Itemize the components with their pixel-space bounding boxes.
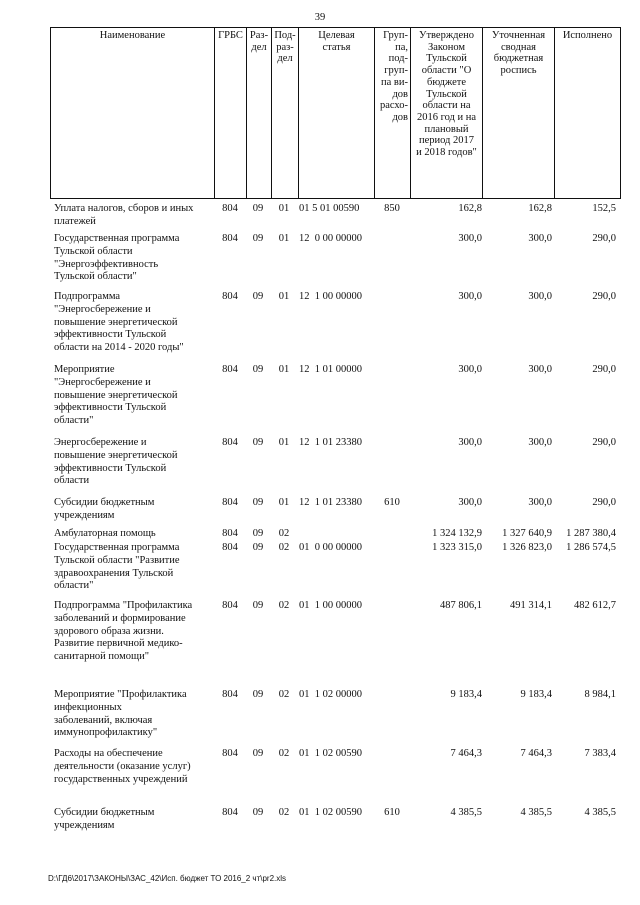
row-utochnennaya: 491 314,1	[510, 600, 552, 611]
row-utverzhdeno: 300,0	[458, 497, 482, 508]
row-utverzhdeno: 300,0	[458, 364, 482, 375]
row-utochnennaya: 4 385,5	[520, 807, 552, 818]
row-ispolneno: 290,0	[592, 291, 616, 302]
row-razdel: 09	[252, 542, 264, 553]
row-grbs: 804	[222, 542, 238, 553]
row-name: Субсидии бюджетным учреждениям	[54, 497, 155, 521]
row-podrazdel: 01	[278, 291, 290, 302]
row-celevaya: 12 1 01 23380	[299, 437, 362, 448]
row-ispolneno: 290,0	[592, 437, 616, 448]
row-razdel: 09	[252, 497, 264, 508]
row-name: Подпрограмма "Профилактика заболеваний и формирование здорового образа жизни. Развитие первичной медико- санитарной помощи"	[54, 600, 193, 663]
header-name: Наименование	[50, 27, 214, 199]
header-gruppa: Груп- па, под- груп- па ви- дов расхо- дов	[374, 27, 410, 199]
header-razdel: Раз- дел	[246, 27, 271, 199]
row-utverzhdeno: 1 324 132,9	[432, 528, 482, 539]
row-celevaya: 01 1 02 00590	[299, 748, 362, 759]
row-podrazdel: 01	[278, 364, 290, 375]
row-podrazdel: 02	[278, 807, 290, 818]
row-utverzhdeno: 9 183,4	[450, 689, 482, 700]
row-name: Подпрограмма "Энергосбережение и повышение энергетической эффективности Тульской области на 2014 - 2020 годы"	[54, 291, 184, 354]
row-celevaya: 01 1 02 00590	[299, 807, 362, 818]
row-utochnennaya: 300,0	[528, 497, 552, 508]
row-podrazdel: 01	[278, 233, 290, 244]
row-utochnennaya: 300,0	[528, 437, 552, 448]
row-podrazdel: 02	[278, 748, 290, 759]
header-celevaya: Целевая статья	[298, 27, 374, 199]
row-name: Уплата налогов, сборов и иных платежей	[54, 203, 194, 227]
row-utochnennaya: 162,8	[528, 203, 552, 214]
row-utverzhdeno: 487 806,1	[440, 600, 482, 611]
row-grbs: 804	[222, 497, 238, 508]
row-ispolneno: 1 287 380,4	[566, 528, 616, 539]
row-gruppa: 610	[384, 497, 400, 508]
row-celevaya: 12 1 01 00000	[299, 364, 362, 375]
row-podrazdel: 01	[278, 203, 290, 214]
row-utverzhdeno: 1 323 315,0	[432, 542, 482, 553]
row-utochnennaya: 300,0	[528, 364, 552, 375]
row-ispolneno: 152,5	[592, 203, 616, 214]
row-podrazdel: 02	[278, 542, 290, 553]
row-razdel: 09	[252, 437, 264, 448]
row-celevaya: 12 0 00 00000	[299, 233, 362, 244]
row-celevaya: 12 1 00 00000	[299, 291, 362, 302]
row-utverzhdeno: 300,0	[458, 233, 482, 244]
row-utochnennaya: 7 464,3	[520, 748, 552, 759]
row-utochnennaya: 300,0	[528, 233, 552, 244]
row-utverzhdeno: 162,8	[458, 203, 482, 214]
header-grbs: ГРБС	[214, 27, 246, 199]
row-name: Мероприятие "Энергосбережение и повышение энергетической эффективности Тульской области"	[54, 364, 178, 427]
row-gruppa: 850	[384, 203, 400, 214]
row-podrazdel: 02	[278, 600, 290, 611]
row-grbs: 804	[222, 807, 238, 818]
row-razdel: 09	[252, 600, 264, 611]
row-razdel: 09	[252, 203, 264, 214]
row-name: Расходы на обеспечение деятельности (оказание услуг) государственных учреждений	[54, 748, 191, 785]
row-celevaya: 01 1 02 00000	[299, 689, 362, 700]
row-razdel: 09	[252, 748, 264, 759]
row-podrazdel: 02	[278, 689, 290, 700]
row-grbs: 804	[222, 600, 238, 611]
row-podrazdel: 01	[278, 437, 290, 448]
row-ispolneno: 290,0	[592, 497, 616, 508]
row-grbs: 804	[222, 528, 238, 539]
header-utverzhdeno: Утверждено Законом Тульской области "О бюджете Тульской области на 2016 год и на плановый период 2017 и 2018 годов"	[410, 27, 482, 199]
row-utochnennaya: 1 327 640,9	[502, 528, 552, 539]
row-celevaya: 01 5 01 00590	[299, 203, 360, 214]
row-celevaya: 01 1 00 00000	[299, 600, 362, 611]
header-utochnennaya: Уточненная сводная бюджетная роспись	[482, 27, 554, 199]
row-razdel: 09	[252, 233, 264, 244]
row-razdel: 09	[252, 807, 264, 818]
row-grbs: 804	[222, 291, 238, 302]
row-grbs: 804	[222, 233, 238, 244]
row-grbs: 804	[222, 364, 238, 375]
row-name: Амбулаторная помощь	[54, 528, 156, 539]
row-ispolneno: 4 385,5	[584, 807, 616, 818]
header-ispolneno: Исполнено	[554, 27, 621, 199]
row-utverzhdeno: 300,0	[458, 437, 482, 448]
row-gruppa: 610	[384, 807, 400, 818]
row-ispolneno: 290,0	[592, 233, 616, 244]
row-name: Субсидии бюджетным учреждениям	[54, 807, 155, 831]
row-podrazdel: 02	[278, 528, 290, 539]
footer-file-path: D:\ГД6\2017\ЗАКОНЫ\ЗАС_42\Исп. бюджет ТО 2016_2 чт\pr2.xls	[48, 874, 287, 883]
row-utochnennaya: 9 183,4	[520, 689, 552, 700]
header-podrazdel: Под- раз- дел	[271, 27, 298, 199]
row-ispolneno: 1 286 574,5	[566, 542, 616, 553]
row-razdel: 09	[252, 364, 264, 375]
row-name: Государственная программа Тульской области "Развитие здравоохранения Тульской области"	[54, 542, 180, 592]
row-grbs: 804	[222, 689, 238, 700]
row-grbs: 804	[222, 437, 238, 448]
row-razdel: 09	[252, 291, 264, 302]
row-celevaya: 12 1 01 23380	[299, 497, 362, 508]
page-number: 39	[314, 12, 326, 23]
row-ispolneno: 482 612,7	[574, 600, 616, 611]
row-name: Государственная программа Тульской области "Энергоэффективность Тульской области"	[54, 233, 180, 283]
row-utverzhdeno: 7 464,3	[450, 748, 482, 759]
row-razdel: 09	[252, 689, 264, 700]
row-celevaya: 01 0 00 00000	[299, 542, 362, 553]
row-utverzhdeno: 300,0	[458, 291, 482, 302]
row-podrazdel: 01	[278, 497, 290, 508]
row-ispolneno: 7 383,4	[584, 748, 616, 759]
row-name: Мероприятие "Профилактика инфекционных заболеваний, включая иммунопрофилактику"	[54, 689, 187, 739]
row-grbs: 804	[222, 203, 238, 214]
row-utochnennaya: 1 326 823,0	[502, 542, 552, 553]
row-ispolneno: 8 984,1	[584, 689, 616, 700]
row-utochnennaya: 300,0	[528, 291, 552, 302]
row-utverzhdeno: 4 385,5	[450, 807, 482, 818]
row-grbs: 804	[222, 748, 238, 759]
row-razdel: 09	[252, 528, 264, 539]
row-ispolneno: 290,0	[592, 364, 616, 375]
row-name: Энергосбережение и повышение энергетической эффективности Тульской области	[54, 437, 178, 487]
